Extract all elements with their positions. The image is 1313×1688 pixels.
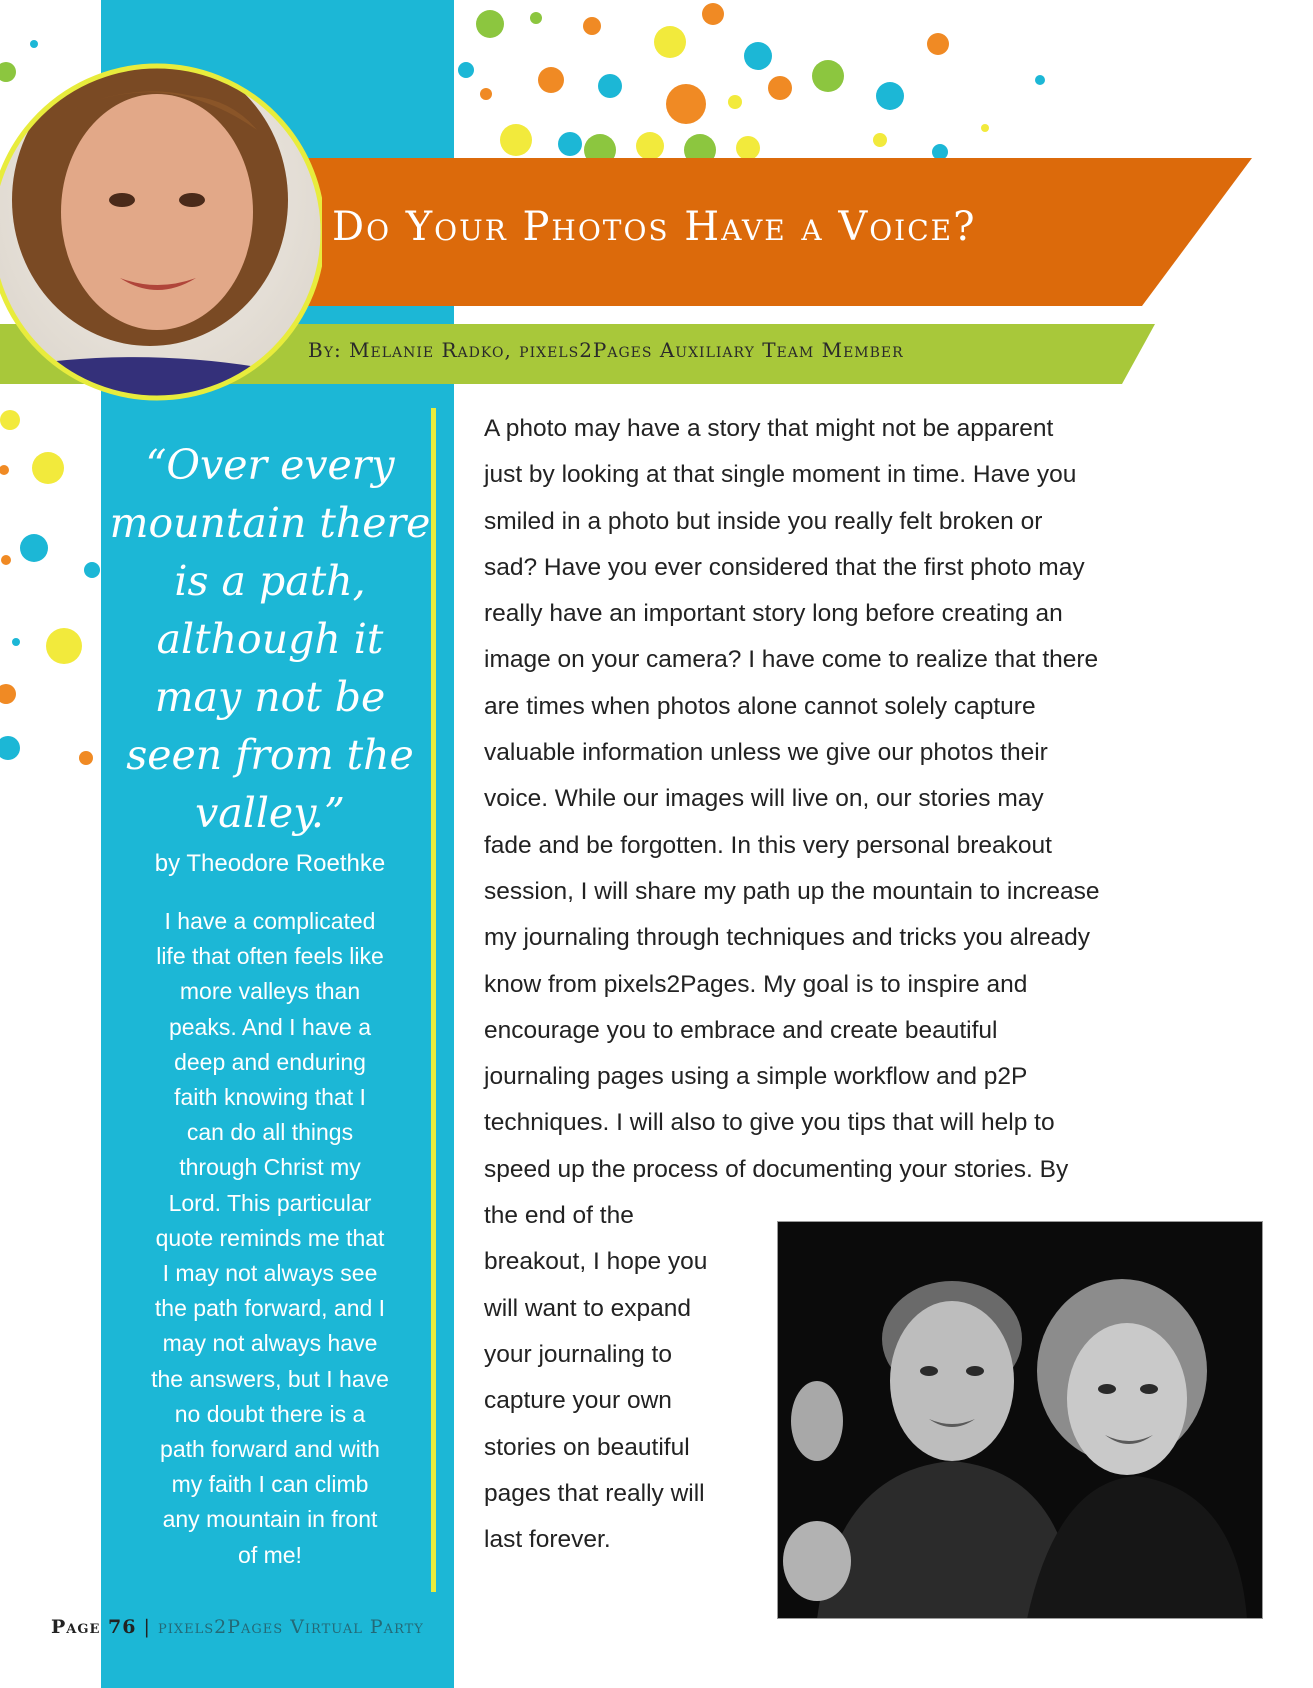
footer-separator: | (143, 1616, 151, 1638)
author-byline: By: Melanie Radko, pixels2Pages Auxiliary Team Member (308, 338, 904, 362)
article-body: A photo may have a story that might not be apparent just by looking at that single moment in time. Have you smiled in a photo but inside you really felt broken or sad? Have you ever considered that the first photo may really have an important story long before creating an image on your camera? I have come to realize that there are times when photos alone cannot solely capture valuable information unless we give our photos their voice. While our images will live on, our stories may fade and be forgotten. In this very personal breakout session, I will share my path up the mountain to increase my journaling through techniques and tricks you already know from pixels2Pages. My goal is to inspire and encourage you to embrace and create beautiful journaling pages using a simple workflow and p2P techniques. I will also to give you tips that will help to speed up the process of documenting your stories. By the end of the breakout, I hope you will want to expand your journaling to capture your own stories on beautiful pages that really will last forever. (484, 415, 1100, 1554)
quote-author: by Theodore Roethke (154, 850, 386, 877)
pull-quote: “Over every mountain there is a path, although it may not be seen from the valley.” (109, 441, 431, 837)
page-footer (51, 1616, 551, 1638)
magazine-name: pixels2Pages Virtual Party (157, 1616, 424, 1638)
page-number: Page 76 (51, 1616, 137, 1638)
family-photo (777, 1221, 1263, 1619)
page-title: Do Your Photos Have a Voice? (332, 204, 977, 250)
sidebar-paragraph: I have a complicated life that often feels like more valleys than peaks. And I have a deep and enduring faith knowing that I can do all things through Christ my Lord. This particular quote reminds me that I may not always see the path forward, and I may not always have the answers, but I have no doubt there is a path forward and with my faith I can climb any mountain in front of me! (151, 908, 389, 1568)
author-portrait-photo (0, 40, 322, 424)
